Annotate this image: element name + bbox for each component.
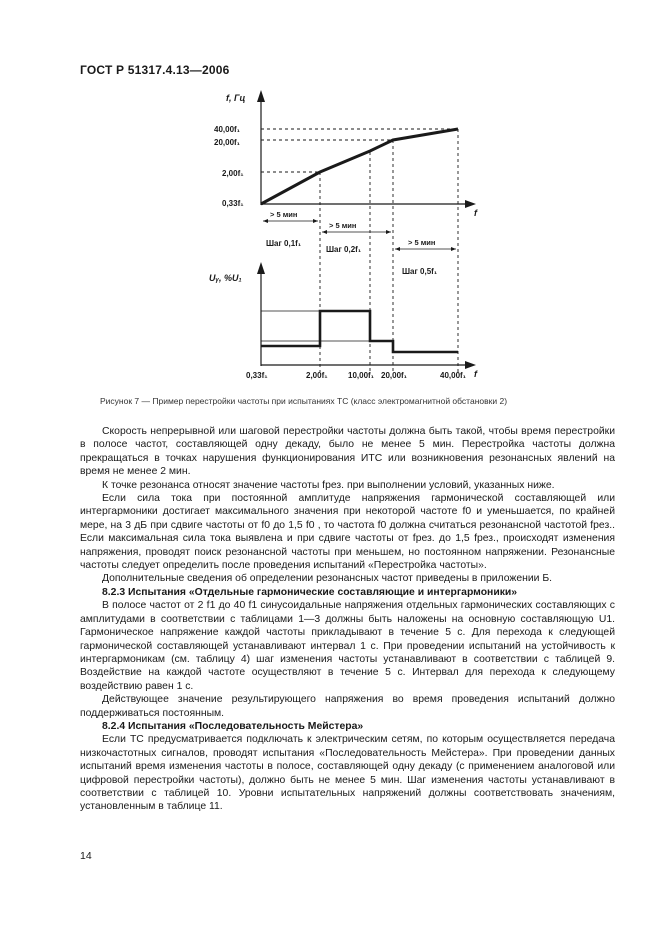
step-label-1: Шаг 0,1f₁: [266, 239, 302, 248]
x-tick-2: 2,00f₁: [306, 371, 328, 380]
paragraph: К точке резонанса относят значение частоты fрез. при выполнении условий, указанных ниже.: [102, 479, 555, 491]
x-tick-033: 0,33f₁: [246, 371, 268, 380]
duration-label-1: > 5 мин: [270, 210, 298, 219]
paragraph: Если ТС предусматривается подключать к электрическим сетям, по которым осуществляется передача низкочастотных сигналов, проводят испытания «Последовательность Мейстера». При проведении данных испытаний время изменения частоты в полосе, составляющей одну декаду (с применением аналоговой или цифровой перестройки частоты), должно быть не менее 5 мин. Шаг изменения частоты устанавливают в соответствии с таблицей 10. Уровни испытательных напряжений должны соответствовать значениям, установленным в таблице 11.: [80, 734, 615, 813]
document-header: ГОСТ Р 51317.4.13—2006: [80, 63, 230, 77]
y-tick-40: 40,00f₁: [214, 125, 240, 134]
step-label-2: Шаг 0,2f₁: [326, 245, 362, 254]
upper-x-label: f: [474, 208, 477, 218]
x-tick-20: 20,00f₁: [381, 371, 407, 380]
step-label-3: Шаг 0,5f₁: [402, 267, 438, 276]
section-heading: 8.2.3 Испытания «Отдельные гармонические составляющие и интергармоники»: [102, 586, 518, 598]
x-tick-10: 10,00f₁: [348, 371, 374, 380]
figure-caption: Рисунок 7 — Пример перестройки частоты при испытаниях ТС (класс электромагнитной обстановки 2): [100, 396, 508, 406]
y-tick-20: 20,00f₁: [214, 138, 240, 147]
paragraph: Дополнительные сведения об определении резонансных частот приведены в приложении Б.: [102, 573, 553, 585]
paragraph: В полосе частот от 2 f1 до 40 f1 синусоидальные напряжения отдельных гармонических составляющих с амплитудами в соответствии с таблицами 1—3 должны быть наложены на основную составляющую U1. Гармоническое напряжение каждой частоты прикладывают в течение 5 с. Для перехода к следующей гармонической составляющей устанавливают интервал 1 с. При проведении испытаний на устойчивость к интергармоникам (см. таблицу 4) шаг изменения частоты устанавливают в соответствии с таблицей 9. Воздействие на каждой частоте осуществляют в течение 5 с. Интервал для перехода к следующему воздействию равен 1 с.: [80, 600, 615, 692]
frequency-sweep-figure: [0, 0, 661, 400]
lower-x-label: f: [474, 369, 477, 379]
upper-x-arrow: [465, 200, 476, 208]
paragraph: Скорость непрерывной или шаговой перестройки частоты должна быть такой, чтобы время перестройки в полосе частот, составляющей одну декаду, было не менее 5 мин. Перестройка частоты должна прекращаться в точках нарушения функционирования ИТС или возникновения резонансных явлений на время не менее 2 мин.: [80, 426, 615, 478]
duration-label-2: > 5 мин: [329, 221, 357, 230]
page-number: 14: [80, 850, 92, 862]
lower-y-arrow: [257, 262, 265, 274]
paragraph: Если сила тока при постоянной амплитуде напряжения гармонической составляющей или интергармоники достигает максимального значения при некоторой частоте f0 и уменьшается, по крайней мере, на 3 дБ при сдвиге частоты от f0 до 1,5 f0 , то частота f0 должна считаться резонансной частотой fрез.. Если максимальная сила тока выявлена и при сдвиге частоты от fрез. до 1,5 fрез., происходят изменения напряжения, проводят поиск резонансной частоты при меньшем, но постоянном напряжении. Резонансные частоты следует определить после проведения испытаний «Перестройка частоты».: [80, 493, 615, 572]
body-text: [80, 425, 615, 814]
upper-y-arrow: [257, 90, 265, 102]
y-tick-033: 0,33f₁: [222, 199, 244, 208]
lower-x-arrow: [465, 361, 476, 369]
x-tick-40: 40,00f₁: [440, 371, 466, 380]
upper-y-label: f, Гц: [226, 93, 246, 103]
section-heading: 8.2.4 Испытания «Последовательность Мейстера»: [102, 720, 364, 732]
voltage-level: [261, 311, 458, 352]
lower-y-label: Uᵧ, %U₁: [209, 273, 242, 283]
y-tick-2: 2,00f₁: [222, 169, 244, 178]
duration-label-3: > 5 мин: [408, 238, 436, 247]
paragraph: Действующее значение результирующего напряжения во время проведения испытаний должно поддерживаться постоянным.: [80, 694, 615, 719]
